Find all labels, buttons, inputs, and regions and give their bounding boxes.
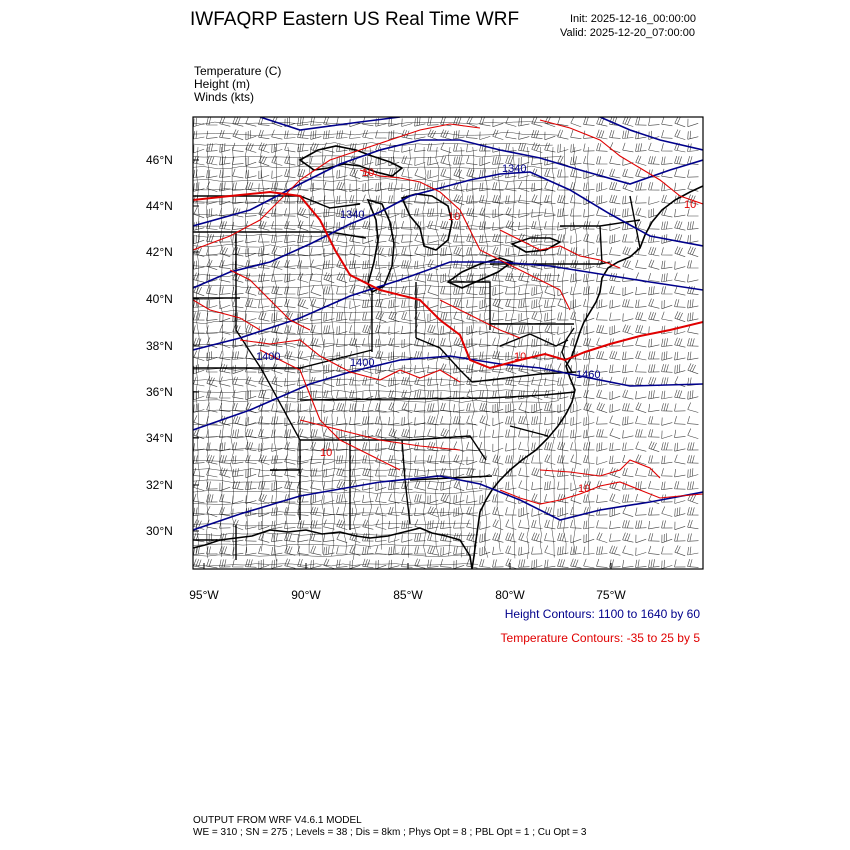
field-winds: Winds (kts) xyxy=(194,90,254,104)
lon-label: 85°W xyxy=(393,588,423,602)
temperature-label: 10 xyxy=(362,167,375,179)
lat-label: 40°N xyxy=(146,292,173,306)
lat-label: 38°N xyxy=(146,339,173,353)
height-label: 1400 xyxy=(256,351,281,363)
model-footer xyxy=(193,815,586,839)
lat-label: 46°N xyxy=(146,153,173,167)
height-label: 1400 xyxy=(350,357,375,369)
temperature-label: 10 xyxy=(320,447,333,459)
lat-label: 36°N xyxy=(146,385,173,399)
map-title: IWFAQRP Eastern US Real Time WRF xyxy=(190,9,520,30)
init-time: Init: 2025-12-16_00:00:00 xyxy=(570,13,696,25)
temperature-label: 10 xyxy=(684,199,697,211)
field-height: Height (m) xyxy=(194,77,251,91)
height-label: 1340 xyxy=(502,163,527,175)
height-label: 1340 xyxy=(340,209,365,221)
height-contour-caption: Height Contours: 1100 to 1640 by 60 xyxy=(504,607,700,621)
temperature-contour-labels xyxy=(320,167,696,495)
map-contents xyxy=(193,116,703,569)
temperature-contour-caption: Temperature Contours: -35 to 25 by 5 xyxy=(500,631,700,645)
lon-label: 90°W xyxy=(291,588,321,602)
map-frame xyxy=(193,117,703,569)
lon-label: 75°W xyxy=(596,588,626,602)
temperature-label: 10 xyxy=(514,351,527,363)
footer-model-line: OUTPUT FROM WRF V4.6.1 MODEL xyxy=(193,815,362,826)
height-label: 1460 xyxy=(576,369,601,381)
lat-label: 32°N xyxy=(146,478,173,492)
lat-label: 42°N xyxy=(146,245,173,259)
wind-barb-field xyxy=(194,116,699,569)
temperature-label: 10 xyxy=(578,483,591,495)
valid-time: Valid: 2025-12-20_07:00:00 xyxy=(560,27,695,39)
footer-config-line: WE = 310 ; SN = 275 ; Levels = 38 ; Dis = 8km ; Phys Opt = 8 ; PBL Opt = 1 ; Cu Opt = 3 xyxy=(193,827,587,838)
lat-label: 30°N xyxy=(146,524,173,538)
chesapeake-bay xyxy=(562,328,574,372)
temperature-label: 10 xyxy=(448,211,461,223)
wind-barbs xyxy=(194,116,699,569)
lon-label: 95°W xyxy=(189,588,219,602)
lat-label: 44°N xyxy=(146,199,173,213)
lat-label: 34°N xyxy=(146,431,173,445)
field-temperature: Temperature (C) xyxy=(194,64,282,78)
lon-label: 80°W xyxy=(495,588,525,602)
